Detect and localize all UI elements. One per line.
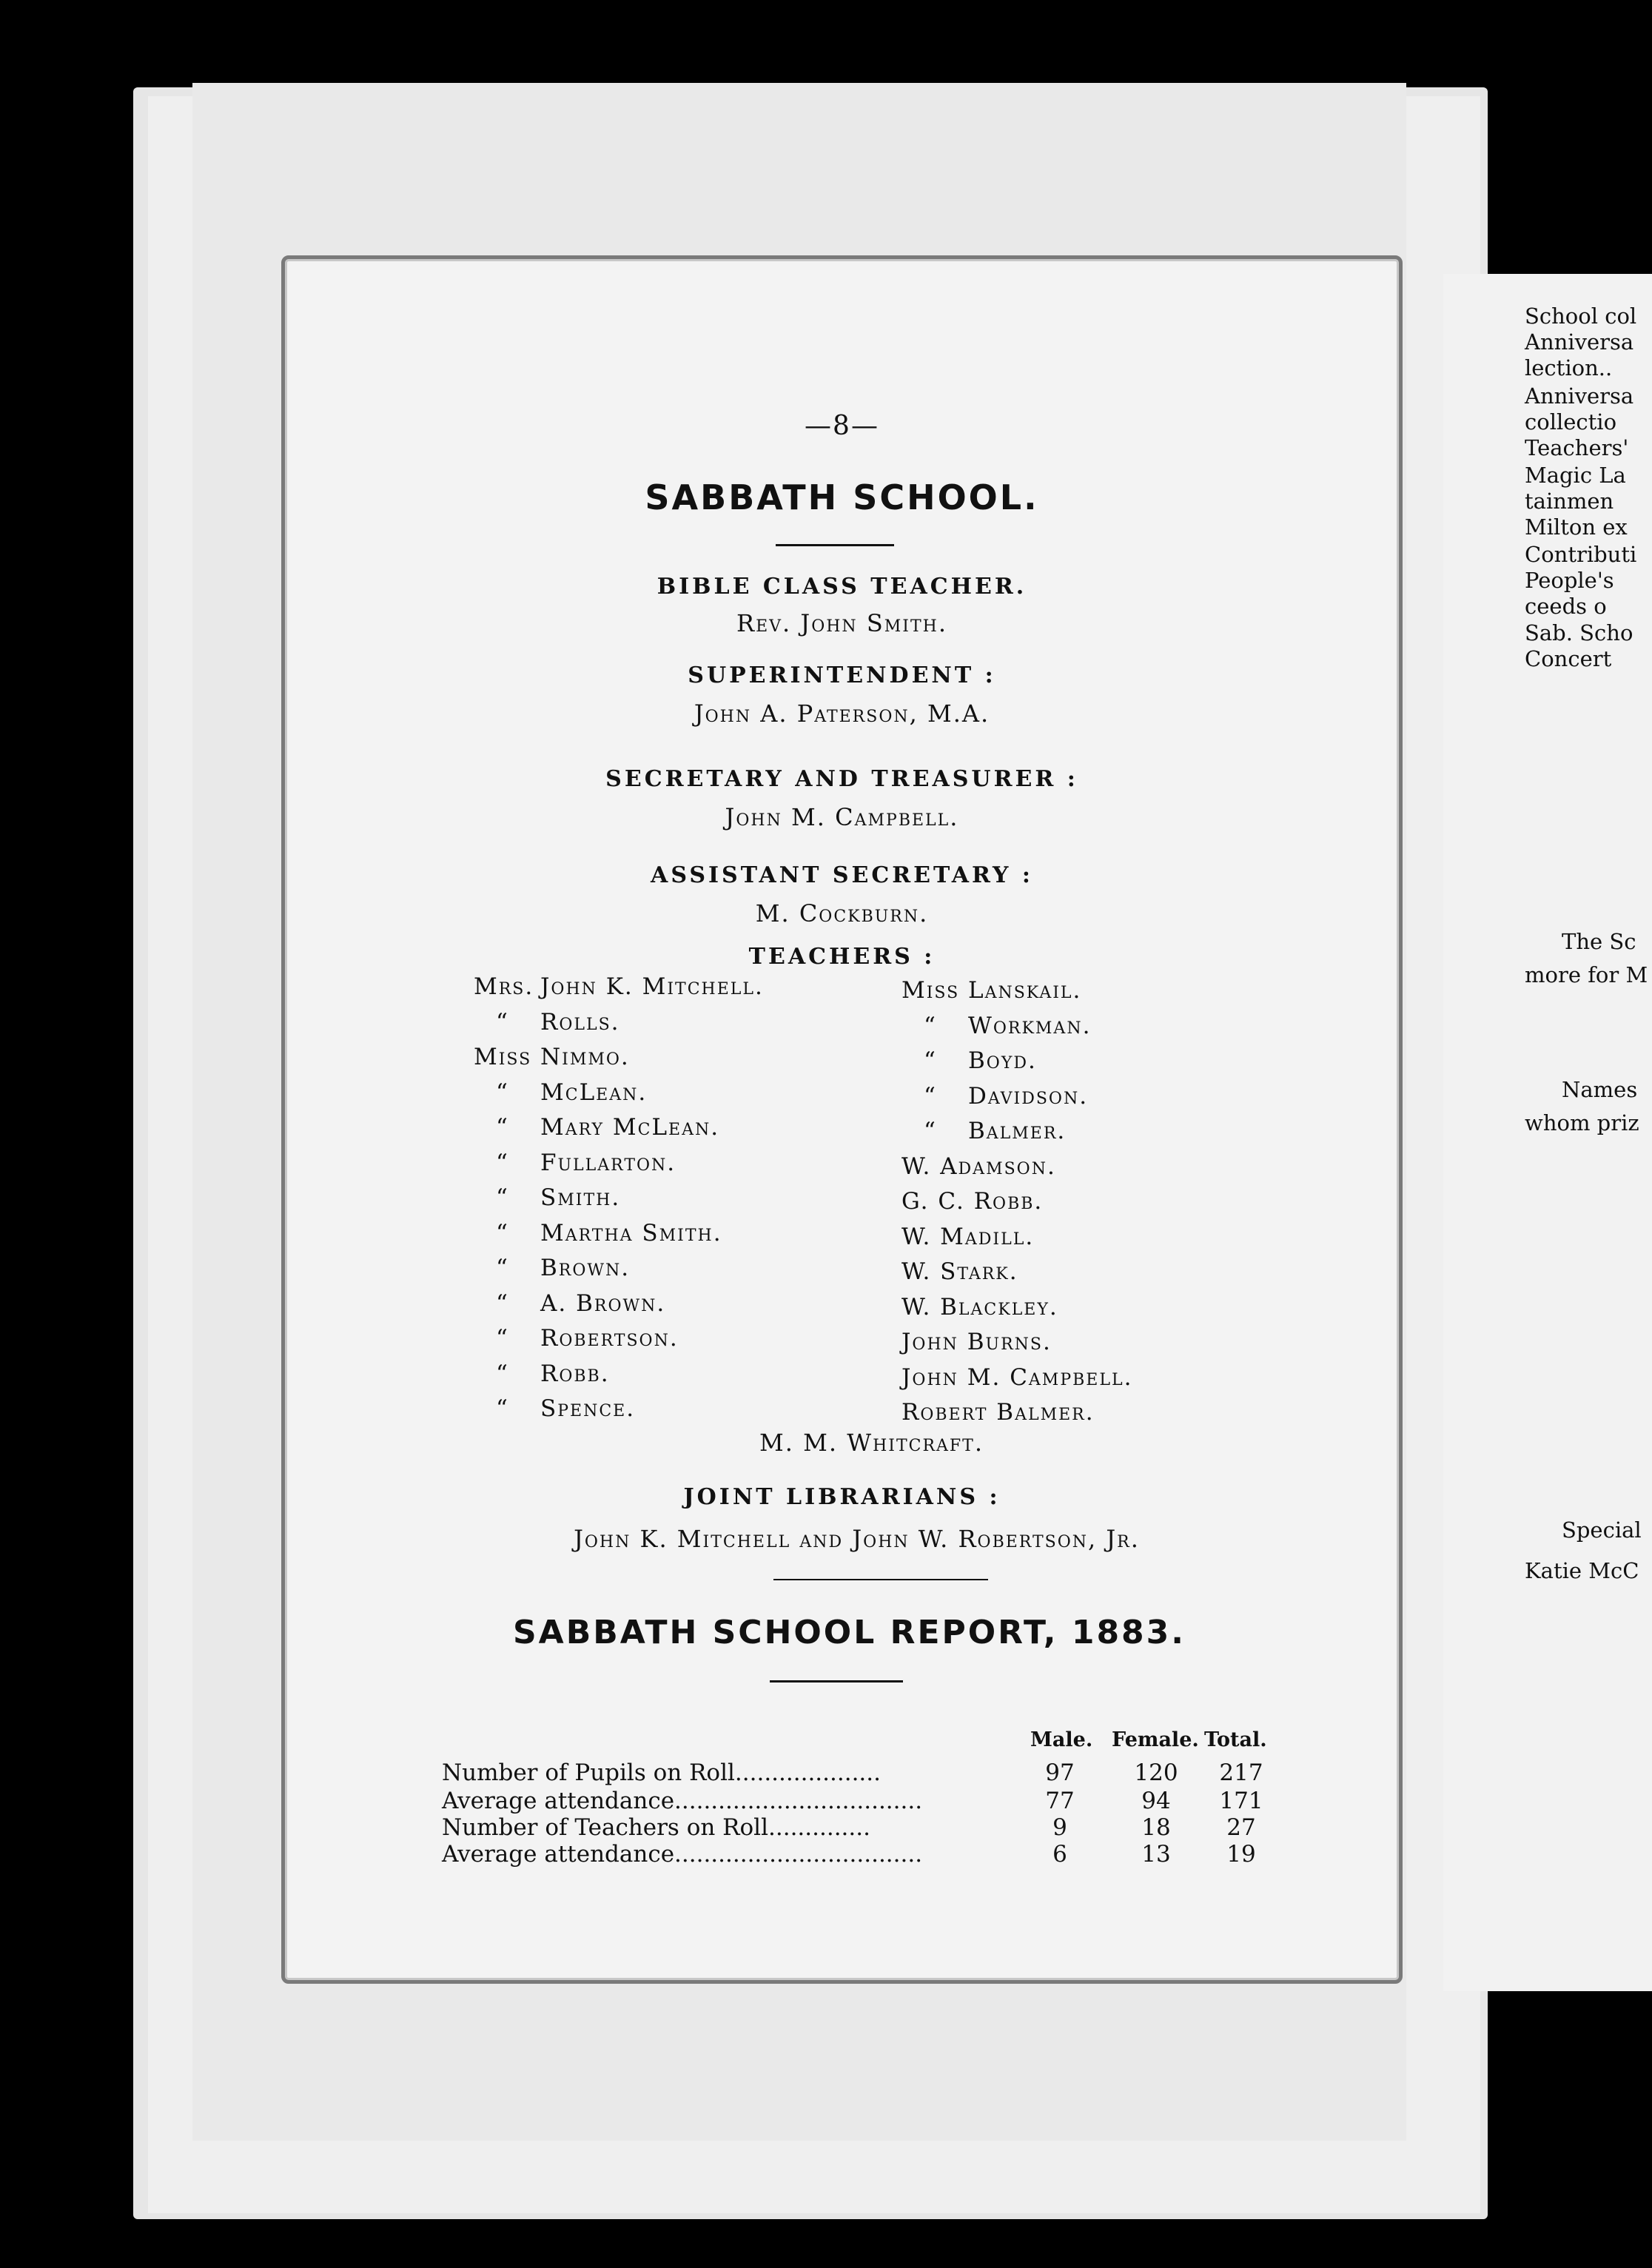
right-page-line: Anniversa (1525, 329, 1634, 355)
page-number: —8— (805, 411, 879, 441)
right-page-line: School col (1525, 303, 1637, 329)
teacher-name: W. Madill. (901, 1223, 1035, 1250)
row-label: Number of Teachers on Roll.............. (442, 1814, 870, 1841)
cell-total: 19 (1226, 1841, 1256, 1868)
bible-class-heading: BIBLE CLASS TEACHER. (657, 574, 1027, 600)
teacher-prefix: “ (496, 1184, 509, 1211)
cell-total: 171 (1219, 1788, 1263, 1814)
column-header-female: Female. (1112, 1728, 1199, 1751)
cell-total: 27 (1226, 1814, 1256, 1841)
table-row (442, 1788, 1263, 1814)
teacher-prefix: “ (496, 1078, 509, 1106)
report-title: SABBATH SCHOOL REPORT, 1883. (512, 1614, 1186, 1651)
teacher-name: G. C. Robb. (901, 1188, 1044, 1215)
teacher-entry (474, 1325, 764, 1361)
teacher-entry (474, 1114, 764, 1150)
table-row (442, 1814, 1256, 1841)
right-page-line: tainmen (1525, 489, 1614, 514)
teacher-prefix: “ (496, 1008, 509, 1036)
right-page-line: Special (1562, 1517, 1642, 1543)
teacher-name: Robertson. (540, 1325, 679, 1352)
teacher-name: Boyd. (968, 1047, 1037, 1074)
teacher-entry (474, 1184, 764, 1220)
table-row (442, 1841, 1256, 1868)
teacher-prefix: “ (496, 1149, 509, 1176)
teacher-entry (901, 1364, 1132, 1400)
teacher-entry (901, 1047, 1132, 1083)
teacher-name: John Burns. (901, 1329, 1052, 1355)
teacher-prefix: “ (496, 1395, 509, 1422)
teacher-entry (901, 1329, 1132, 1364)
row-label: Average attendance.................................. (442, 1841, 923, 1868)
librarians-rule (773, 1579, 988, 1580)
cell-female: 18 (1141, 1814, 1171, 1841)
teacher-name: Robert Balmer. (901, 1399, 1095, 1426)
librarians-heading: JOINT LIBRARIANS : (683, 1484, 1001, 1510)
right-page-line: Concert (1525, 646, 1612, 671)
teacher-prefix: Miss (474, 1044, 532, 1070)
teacher-entry (474, 1009, 764, 1044)
teacher-prefix: “ (924, 1012, 937, 1039)
teacher-entry (474, 1150, 764, 1185)
teacher-prefix: “ (924, 1118, 937, 1144)
teacher-prefix: “ (496, 1219, 509, 1247)
right-page-line: Contributi (1525, 542, 1637, 567)
column-header-total: Total. (1204, 1728, 1267, 1751)
row-label: Number of Pupils on Roll.................... (442, 1759, 881, 1786)
teacher-name: Workman. (968, 1012, 1092, 1039)
teacher-name: W. Blackley. (901, 1293, 1058, 1321)
right-page (1443, 274, 1652, 1991)
teacher-name: Robb. (540, 1360, 610, 1387)
teacher-last: M. M. Whitcraft. (759, 1429, 984, 1457)
teacher-prefix: “ (496, 1325, 509, 1352)
right-page-line: People's (1525, 568, 1614, 593)
right-page-line: Milton ex (1525, 514, 1628, 540)
teacher-prefix: “ (496, 1114, 509, 1141)
superintendent-name: John A. Paterson, M.A. (694, 699, 990, 728)
right-page-line: The Sc (1562, 929, 1636, 954)
teacher-entry (901, 977, 1132, 1013)
teacher-entry (901, 1153, 1132, 1189)
teacher-name: W. Adamson. (901, 1153, 1056, 1180)
superintendent-heading: SUPERINTENDENT : (688, 662, 996, 688)
right-page-line: lection.. (1525, 355, 1613, 380)
teacher-name: Brown. (540, 1255, 631, 1281)
right-page-line: Magic La (1525, 463, 1626, 488)
teacher-entry (901, 1224, 1132, 1259)
right-page-line: ceeds o (1525, 594, 1607, 619)
teacher-name: Rolls. (540, 1008, 620, 1036)
cell-female: 13 (1141, 1841, 1171, 1868)
teacher-entry (474, 1079, 764, 1115)
teacher-name: Balmer. (968, 1118, 1067, 1144)
cell-female: 94 (1141, 1788, 1171, 1814)
teacher-name: Davidson. (968, 1082, 1089, 1110)
cell-male: 9 (1052, 1814, 1067, 1841)
document-page (281, 255, 1403, 1984)
teacher-entry (474, 1044, 764, 1079)
teacher-entry (474, 1361, 764, 1396)
right-page-line: Names (1562, 1077, 1638, 1102)
title-rule (776, 544, 894, 546)
page-title: SABBATH SCHOOL. (645, 477, 1039, 517)
right-page-line: collectio (1525, 409, 1617, 435)
assistant-secretary-heading: ASSISTANT SECRETARY : (651, 862, 1033, 888)
teacher-prefix: Mrs. (474, 973, 534, 1000)
cell-male: 77 (1045, 1788, 1075, 1814)
right-page-line: Katie McC (1525, 1558, 1639, 1583)
right-page-line: Sab. Scho (1525, 620, 1633, 645)
table-row (442, 1759, 1263, 1786)
teacher-entry (901, 1083, 1132, 1118)
teacher-entry (474, 1290, 764, 1326)
teacher-entry (474, 1220, 764, 1255)
teacher-name: Martha Smith. (540, 1219, 722, 1247)
teachers-heading: TEACHERS : (748, 944, 936, 970)
teacher-entry (474, 1255, 764, 1290)
right-page-line: Anniversa (1525, 383, 1634, 409)
teacher-prefix: Miss (901, 977, 960, 1004)
row-label: Average attendance.................................. (442, 1788, 923, 1814)
bible-class-name: Rev. John Smith. (736, 609, 948, 637)
teacher-name: Nimmo. (540, 1044, 630, 1070)
teachers-right-column (901, 977, 1132, 1435)
teacher-entry (474, 973, 764, 1009)
report-rule (770, 1680, 903, 1682)
right-page-line: Teachers' (1525, 435, 1629, 460)
teachers-left-column (474, 973, 764, 1431)
assistant-secretary-name: M. Cockburn. (755, 899, 929, 927)
teacher-entry (474, 1395, 764, 1431)
right-page-line: whom priz (1525, 1110, 1639, 1135)
teacher-prefix: “ (496, 1255, 509, 1281)
teacher-name: Spence. (540, 1395, 636, 1422)
teacher-entry (901, 1188, 1132, 1224)
teacher-entry (901, 1013, 1132, 1048)
librarians-names: John K. Mitchell and John W. Robertson, Jr. (574, 1525, 1140, 1553)
cell-total: 217 (1219, 1759, 1263, 1786)
secretary-heading: SECRETARY AND TREASURER : (605, 766, 1078, 792)
teacher-name: W. Stark. (901, 1258, 1018, 1285)
teacher-name: McLean. (540, 1078, 648, 1106)
teacher-entry (901, 1118, 1132, 1153)
teacher-prefix: “ (496, 1360, 509, 1387)
cell-male: 97 (1045, 1759, 1075, 1786)
teacher-name: John M. Campbell. (901, 1363, 1133, 1391)
teacher-prefix: “ (496, 1289, 509, 1317)
teacher-name: John K. Mitchell. (540, 973, 764, 1000)
teacher-entry (901, 1294, 1132, 1329)
teacher-prefix: “ (924, 1047, 937, 1074)
teacher-name: Lanskail. (968, 977, 1082, 1004)
teacher-name: Fullarton. (540, 1149, 676, 1176)
teacher-name: A. Brown. (540, 1289, 666, 1317)
column-header-male: Male. (1030, 1728, 1093, 1751)
cell-male: 6 (1052, 1841, 1067, 1868)
teacher-entry (901, 1258, 1132, 1294)
teacher-name: Smith. (540, 1184, 621, 1211)
teacher-prefix: “ (924, 1082, 937, 1110)
secretary-name: John M. Campbell. (725, 803, 959, 831)
teacher-name: Mary McLean. (540, 1114, 720, 1141)
cell-female: 120 (1134, 1759, 1178, 1786)
right-page-line: more for M (1525, 962, 1648, 987)
